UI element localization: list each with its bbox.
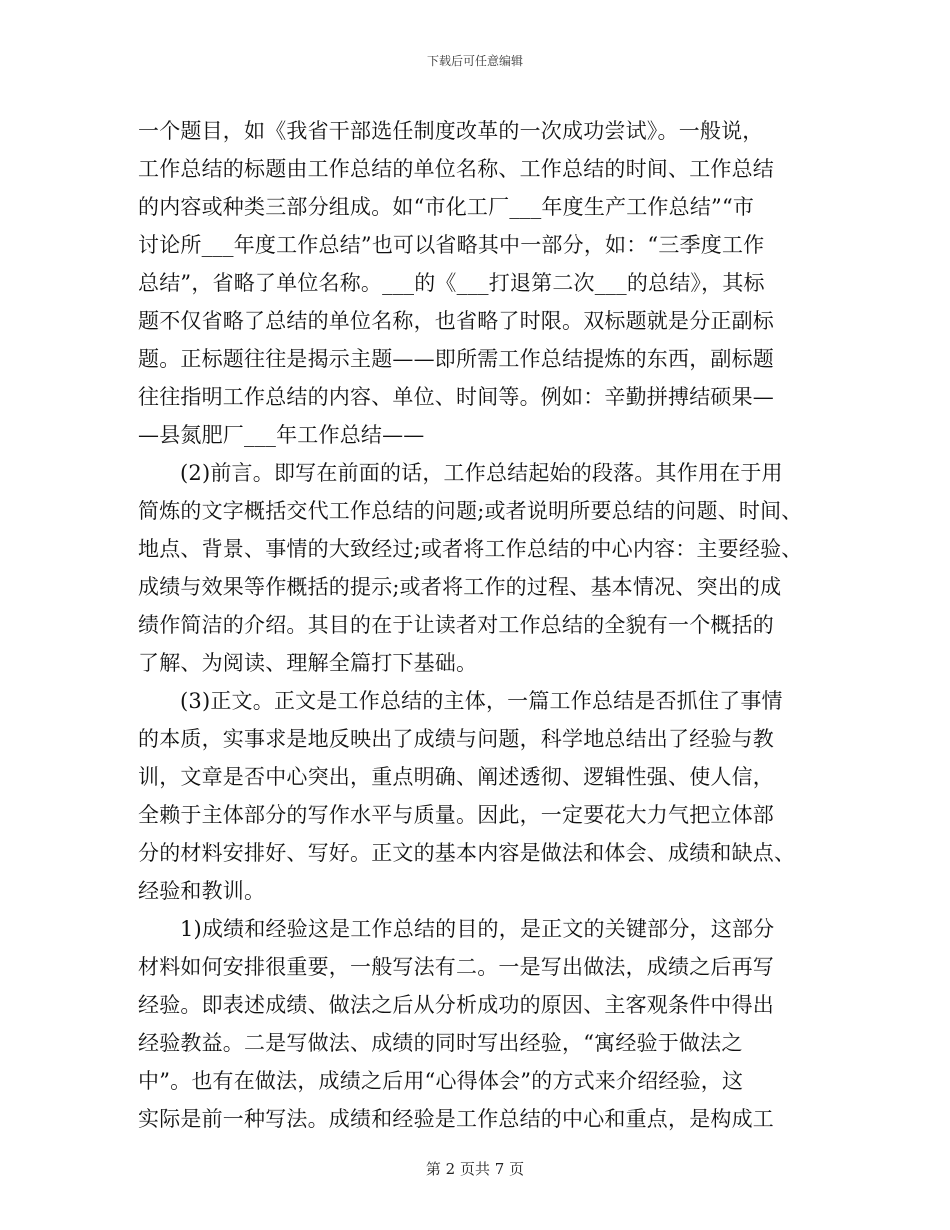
page-footer: 第 2 页共 7 页 <box>425 1160 525 1178</box>
paragraph-achievements <box>138 910 818 1138</box>
text-line: 总结”，省略了单位名称。___的《___打退第二次___的总结》，其标 <box>138 271 765 295</box>
text-line: 绩作简洁的介绍。其目的在于让读者对工作总结的全貌有一个概括的 <box>138 613 774 637</box>
text-line: 一个题目，如《我省干部选任制度改革的一次成功尝试》。一般说， <box>138 119 764 143</box>
text-line: 全赖于主体部分的写作水平与质量。因此，一定要花大力气把立体部 <box>138 803 774 827</box>
text-line: 材料如何安排很重要，一般写法有二。一是写出做法，成绩之后再写 <box>138 955 774 979</box>
paragraph-preface <box>138 454 818 682</box>
document-body <box>138 112 818 1138</box>
text-line: 成绩与效果等作概括的提示;或者将工作的过程、基本情况、突出的成 <box>138 575 782 599</box>
page-header: 下载后可任意编辑 <box>426 54 523 68</box>
paragraph-title-section <box>138 112 818 454</box>
text-line: 工作总结的标题由工作总结的单位名称、工作总结的时间、工作总结 <box>138 157 774 181</box>
text-line: 经验和教训。 <box>138 879 266 903</box>
text-line: 讨论所___年度工作总结”也可以省略其中一部分，如：“三季度工作 <box>138 233 765 257</box>
text-line: 题。正标题往往是揭示主题——即所需工作总结提炼的东西，副标题 <box>138 347 774 371</box>
paragraph-main-text <box>138 682 818 910</box>
text-line: 题不仅省略了总结的单位名称，也省略了时限。双标题就是分正副标 <box>138 309 774 333</box>
text-line: 的内容或种类三部分组成。如“市化工厂___年度生产工作总结”“市 <box>138 195 755 219</box>
text-line: 简炼的文字概括交代工作总结的问题;或者说明所要总结的问题、时间、 <box>138 499 803 523</box>
text-line: 1)成绩和经验这是工作总结的目的，是正文的关键部分，这部分 <box>180 917 775 941</box>
text-line: (2)前言。即写在前面的话，工作总结起始的段落。其作用在于用 <box>180 461 783 485</box>
text-line: 往往指明工作总结的内容、单位、时间等。例如：辛勤拼搏结硕果— <box>138 385 774 409</box>
text-line: 了解、为阅读、理解全篇打下基础。 <box>138 651 478 675</box>
text-line: —县氮肥厂___年工作总结—— <box>138 423 425 447</box>
text-line: 中”。也有在做法，成绩之后用“心得体会”的方式来介绍经验，这 <box>138 1069 744 1093</box>
text-line: 经验。即表述成绩、做法之后从分析成功的原因、主客观条件中得出 <box>138 993 774 1017</box>
text-line: 分的材料安排好、写好。正文的基本内容是做法和体会、成绩和缺点、 <box>138 841 796 865</box>
text-line: (3)正文。正文是工作总结的主体，一篇工作总结是否抓住了事情 <box>180 689 783 713</box>
text-line: 经验教益。二是写做法、成绩的同时写出经验，“寓经验于做法之 <box>138 1031 743 1055</box>
text-line: 实际是前一种写法。成绩和经验是工作总结的中心和重点，是构成工 <box>138 1107 774 1131</box>
text-line: 地点、背景、事情的大致经过;或者将工作总结的中心内容：主要经验、 <box>138 537 803 561</box>
text-line: 的本质，实事求是地反映出了成绩与问题，科学地总结出了经验与教 <box>138 727 774 751</box>
text-line: 训，文章是否中心突出，重点明确、阐述透彻、逻辑性强、使人信， <box>138 765 774 789</box>
